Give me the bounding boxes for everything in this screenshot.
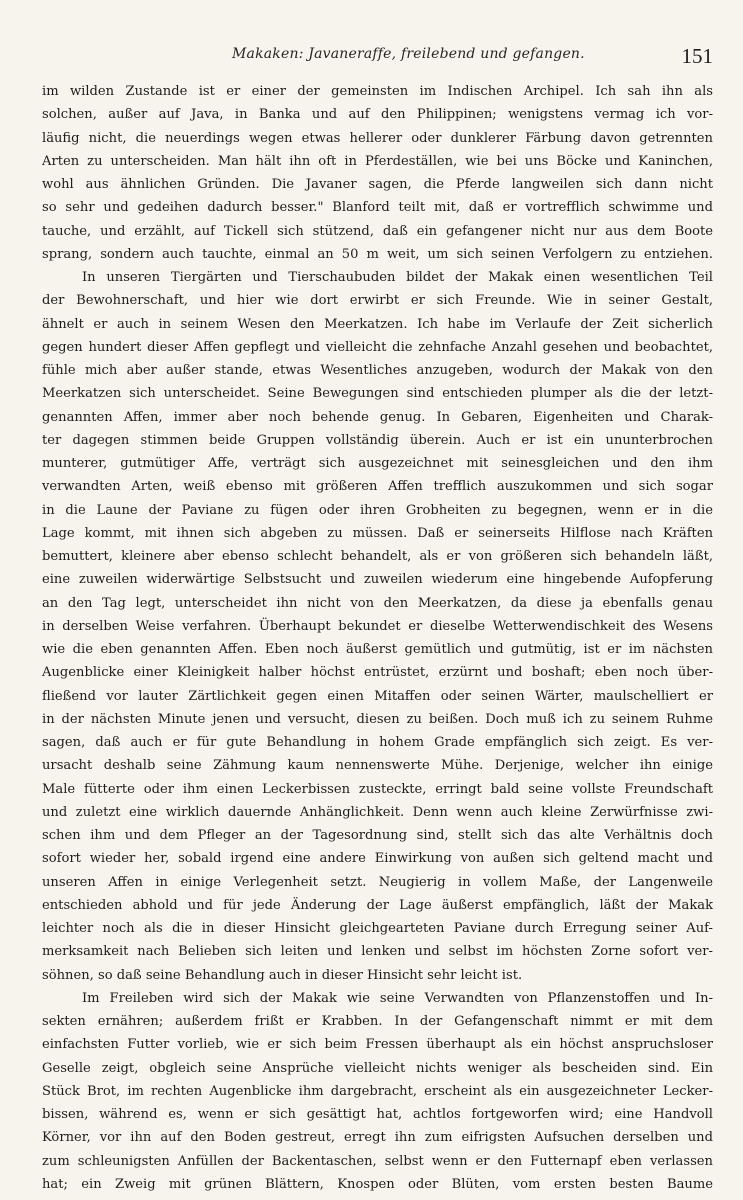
text-line: schen ihm und dem Pfleger an der Tagesordnung sind, stellt sich das alte Verhältnis doch <box>42 828 713 843</box>
text-line: bemuttert, kleinere aber ebenso schlecht behandelt, als er von größeren sich behandeln läßt, <box>42 549 713 564</box>
text-line: der Bewohnerschaft, und hier wie dort erwirbt er sich Freunde. Wie in seiner Gestalt, <box>42 293 713 309</box>
text-line: eine zuweilen widerwärtige Selbstsucht und zuweilen wiederum eine hingebende Aufopferung <box>42 572 713 588</box>
text-line: zum schleunigsten Anfüllen der Backentaschen, selbst wenn er den Futternapf eben verlassen <box>42 1153 713 1169</box>
text-line: tauche, und erzählt, auf Tickell sich stützend, daß ein gefangener nicht nur aus dem Boote <box>42 223 713 239</box>
text-line: Male fütterte oder ihm einen Leckerbissen zusteckte, erringt bald seine vollste Freundschaft <box>42 781 713 797</box>
text-line: Im Freileben wird sich der Makak wie seine Verwandten von Pflanzenstoffen und In- <box>82 990 713 1006</box>
text-line: und zuletzt eine wirklich dauernde Anhänglichkeit. Denn wenn auch kleine Zerwürfnisse zwi- <box>42 804 713 820</box>
text-line: söhnen, so daß seine Behandlung auch in dieser Hinsicht sehr leicht ist. <box>42 967 523 983</box>
text-line: unseren Affen in einige Verlegenheit setzt. Neugierig in vollem Maße, der Langenweile <box>42 874 713 890</box>
text-line: Arten zu unterscheiden. Man hält ihn oft in Pferdeställen, wie bei uns Böcke und Kaninchen, <box>42 153 713 169</box>
paragraph-3 <box>42 987 713 1196</box>
text-line: in derselben Weise verfahren. Überhaupt bekundet er dieselbe Wetterwendischkeit des Wesens <box>42 618 713 634</box>
text-line: Meerkatzen sich unterscheidet. Seine Bewegungen sind entschieden plumper als die der letzt- <box>42 386 713 402</box>
text-line: so sehr und gedeihen dadurch besser." Blanford teilt mit, daß er vortrefflich schwimme und <box>42 200 713 216</box>
text-line: sagen, daß auch er für gute Behandlung in hohem Grade empfänglich sich zeigt. Es ver- <box>42 735 713 750</box>
text-line: ter dagegen stimmen beide Gruppen vollständig überein. Auch er ist ein ununterbrochen <box>42 432 713 448</box>
text-line: Körner, vor ihn auf den Boden gestreut, erregt ihn zum eifrigsten Aufsuchen derselben und <box>42 1130 713 1146</box>
text-line: verwandten Arten, weiß ebenso mit größeren Affen trefflich auszukommen und sich sogar <box>42 479 713 495</box>
text-line: munterer, gutmütiger Affe, verträgt sich ausgezeichnet mit seinesgleichen und den ihm <box>42 456 713 471</box>
text-line: Lage kommt, mit ihnen sich abgeben zu müssen. Daß er seinerseits Hilflose nach Kräften <box>42 525 713 541</box>
text-line: sprang, sondern auch tauchte, einmal an 50 m weit, um sich seinen Verfolgern zu entziehen. <box>42 246 713 262</box>
text-line: wohl aus ähnlichen Gründen. Die Javaner sagen, die Pferde langweilen sich dann nicht <box>42 177 713 192</box>
text-line: läufig nicht, die neuerdings wegen etwas hellerer oder dunklerer Färbung davon getrennten <box>42 130 713 146</box>
text-line: fließend vor lauter Zärtlichkeit gegen einen Mitaffen oder seinen Wärter, maulschelliert er <box>42 688 713 704</box>
text-line: genannten Affen, immer aber noch behende genug. In Gebaren, Eigenheiten und Charak- <box>42 409 713 425</box>
paragraph-2 <box>42 266 713 987</box>
text-line: sekten ernähren; außerdem frißt er Krabben. In der Gefangenschaft nimmt er mit dem <box>42 1014 713 1029</box>
text-line: in der nächsten Minute jenen und versucht, diesen zu beißen. Doch muß ich zu seinem Ruhme <box>42 711 713 727</box>
text-line: an den Tag legt, unterscheidet ihn nicht von den Meerkatzen, da diese ja ebenfalls genau <box>42 595 713 611</box>
body-text <box>42 80 713 1196</box>
text-line: ähnelt er auch in seinem Wesen den Meerkatzen. Ich habe im Verlaufe der Zeit sicherlich <box>42 316 713 332</box>
text-line: entschieden abhold und für jede Änderung der Lage äußerst empfänglich, läßt der Makak <box>42 897 713 913</box>
text-line: merksamkeit nach Belieben sich leiten und lenken und selbst im höchsten Zorne sofort ver- <box>42 944 713 960</box>
running-head: Makaken: Javaneraffe, freilebend und gefangen. <box>232 46 585 62</box>
text-line: fühle mich aber außer stande, etwas Wesentliches anzugeben, wodurch der Makak von den <box>42 363 713 378</box>
text-line: ursacht deshalb seine Zähmung kaum nennenswerte Mühe. Derjenige, welcher ihn einige <box>42 758 713 774</box>
text-line: im wilden Zustande ist er einer der gemeinsten im Indischen Archipel. Ich sah ihn als <box>42 84 713 99</box>
text-line: Augenblicke einer Kleinigkeit halber höchst entrüstet, erzürnt und boshaft; eben noch über- <box>42 665 713 681</box>
text-line: wie die eben genannten Affen. Eben noch äußerst gemütlich und gutmütig, ist er im nächsten <box>42 642 713 657</box>
text-line: bissen, während es, wenn er sich gesättigt hat, achtlos fortgeworfen wird; eine Handvoll <box>42 1107 713 1122</box>
text-line: In unseren Tiergärten und Tierschaubuden bildet der Makak einen wesentlichen Teil <box>82 270 713 285</box>
text-line: Stück Brot, im rechten Augenblicke ihm dargebracht, erscheint als ein ausgezeichneter Lecker- <box>42 1083 713 1099</box>
text-line: sofort wieder her, sobald irgend eine andere Einwirkung von außen sich geltend macht und <box>42 851 713 867</box>
text-line: einfachsten Futter vorlieb, wie er sich beim Fressen überhaupt als ein höchst anspruchsloser <box>42 1037 713 1053</box>
text-line: gegen hundert dieser Affen gepflegt und vielleicht die zehnfache Anzahl gesehen und beobachtet, <box>42 339 713 355</box>
page-number: 151 <box>681 44 713 68</box>
text-line: in die Laune der Paviane zu fügen oder ihren Grobheiten zu begegnen, wenn er in die <box>42 502 713 518</box>
paragraph-1 <box>42 80 713 266</box>
text-line: hat; ein Zweig mit grünen Blättern, Knospen oder Blüten, vom ersten besten Baume <box>42 1176 713 1192</box>
text-line: Geselle zeigt, obgleich seine Ansprüche vielleicht nichts weniger als bescheiden sind. Ein <box>42 1060 713 1076</box>
text-line: solchen, außer auf Java, in Banka und auf den Philippinen; wenigstens vermag ich vor- <box>42 107 713 123</box>
page-header <box>42 40 713 70</box>
text-line: leichter noch als die in dieser Hinsicht gleichgearteten Paviane durch Erregung seiner Auf- <box>42 921 713 936</box>
